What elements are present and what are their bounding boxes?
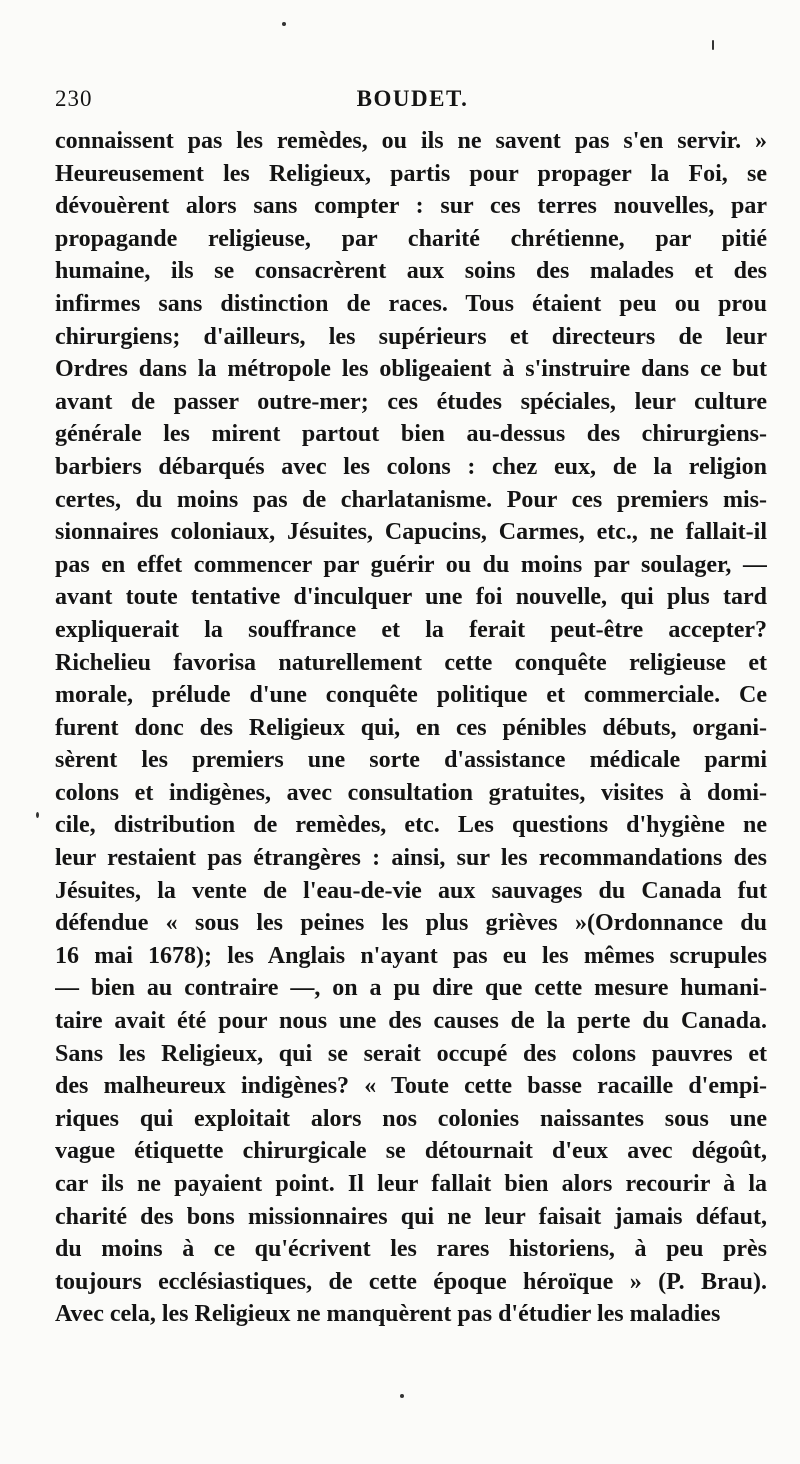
page-number: 230 [55, 86, 93, 111]
text-line: certes, du moins pas de charlatanisme. Pour ces premiers mis- [55, 486, 767, 513]
text-line: expliquerait la souffrance et la ferait peut-être accepter? [55, 616, 767, 643]
text-line: charité des bons missionnaires qui ne leur faisait jamais défaut, [55, 1203, 767, 1230]
text-line: défendue « sous les peines les plus grièves »(Ordonnance du [55, 910, 767, 937]
text-line: riques qui exploitait alors nos colonies naissantes sous une [55, 1105, 767, 1132]
text-line: connaissent pas les remèdes, ou ils ne savent pas s'en servir. » [55, 128, 767, 154]
scan-speck [36, 812, 39, 818]
scan-speck [712, 40, 714, 50]
text-line: infirmes sans distinction de races. Tous étaient peu ou prou [55, 290, 767, 317]
text-line: taire avait été pour nous une des causes de la perte du Canada. [55, 1008, 767, 1035]
running-head: BOUDET. [356, 86, 469, 111]
text-line: cile, distribution de remèdes, etc. Les questions d'hygiène ne [55, 812, 767, 839]
text-line: Ordres dans la métropole les obligeaient à s'instruire dans ce but [55, 356, 767, 383]
text-line: colons et indigènes, avec consultation gratuites, visites à domi- [55, 779, 767, 806]
text-line: sèrent les premiers une sorte d'assistance médicale parmi [55, 747, 767, 774]
text-line: leur restaient pas étrangères : ainsi, sur les recommandations des [55, 845, 767, 872]
scan-speck [400, 1394, 404, 1398]
text-line: avant de passer outre-mer; ces études spéciales, leur culture [55, 388, 767, 415]
text-line: toujours ecclésiastiques, de cette époque héroïque » (P. Brau). [55, 1268, 767, 1295]
text-line: Sans les Religieux, qui se serait occupé des colons pauvres et [55, 1040, 767, 1067]
text-line: furent donc des Religieux qui, en ces pénibles débuts, organi- [55, 714, 767, 741]
text-line: des malheureux indigènes? « Toute cette basse racaille d'empi- [55, 1073, 767, 1100]
text-line: Richelieu favorisa naturellement cette conquête religieuse et [55, 649, 767, 676]
body-paragraph [55, 125, 767, 1331]
text-line: sionnaires coloniaux, Jésuites, Capucins, Carmes, etc., ne fallait-il [55, 519, 767, 546]
text-line: morale, prélude d'une conquête politique et commerciale. Ce [55, 682, 767, 709]
text-line: Avec cela, les Religieux ne manquèrent pas d'étudier les maladies [55, 1301, 721, 1328]
scan-speck [282, 22, 286, 26]
text-line: du moins à ce qu'écrivent les rares historiens, à peu près [55, 1236, 767, 1263]
page-header [55, 86, 770, 120]
text-line: car ils ne payaient point. Il leur fallait bien alors recourir à la [55, 1171, 767, 1197]
text-line: pas en effet commencer par guérir ou du moins par soulager, — [55, 551, 767, 578]
text-line: vague étiquette chirurgicale se détournait d'eux avec dégoût, [55, 1138, 767, 1165]
text-line: dévouèrent alors sans compter : sur ces terres nouvelles, par [55, 193, 767, 220]
text-line: chirurgiens; d'ailleurs, les supérieurs et directeurs de leur [55, 323, 767, 350]
text-line: Jésuites, la vente de l'eau-de-vie aux sauvages du Canada fut [55, 877, 767, 904]
text-line: avant toute tentative d'inculquer une foi nouvelle, qui plus tard [55, 584, 767, 611]
text-line: humaine, ils se consacrèrent aux soins des malades et des [55, 258, 767, 285]
text-line: 16 mai 1678); les Anglais n'ayant pas eu les mêmes scrupules [55, 942, 767, 969]
text-line: propagande religieuse, par charité chrétienne, par pitié [55, 225, 767, 252]
text-line: Heureusement les Religieux, partis pour propager la Foi, se [55, 160, 767, 187]
text-line: — bien au contraire —, on a pu dire que cette mesure humani- [55, 975, 767, 1002]
text-line: barbiers débarqués avec les colons : chez eux, de la religion [55, 453, 767, 480]
text-line: générale les mirent partout bien au-dessus des chirurgiens- [55, 421, 767, 448]
